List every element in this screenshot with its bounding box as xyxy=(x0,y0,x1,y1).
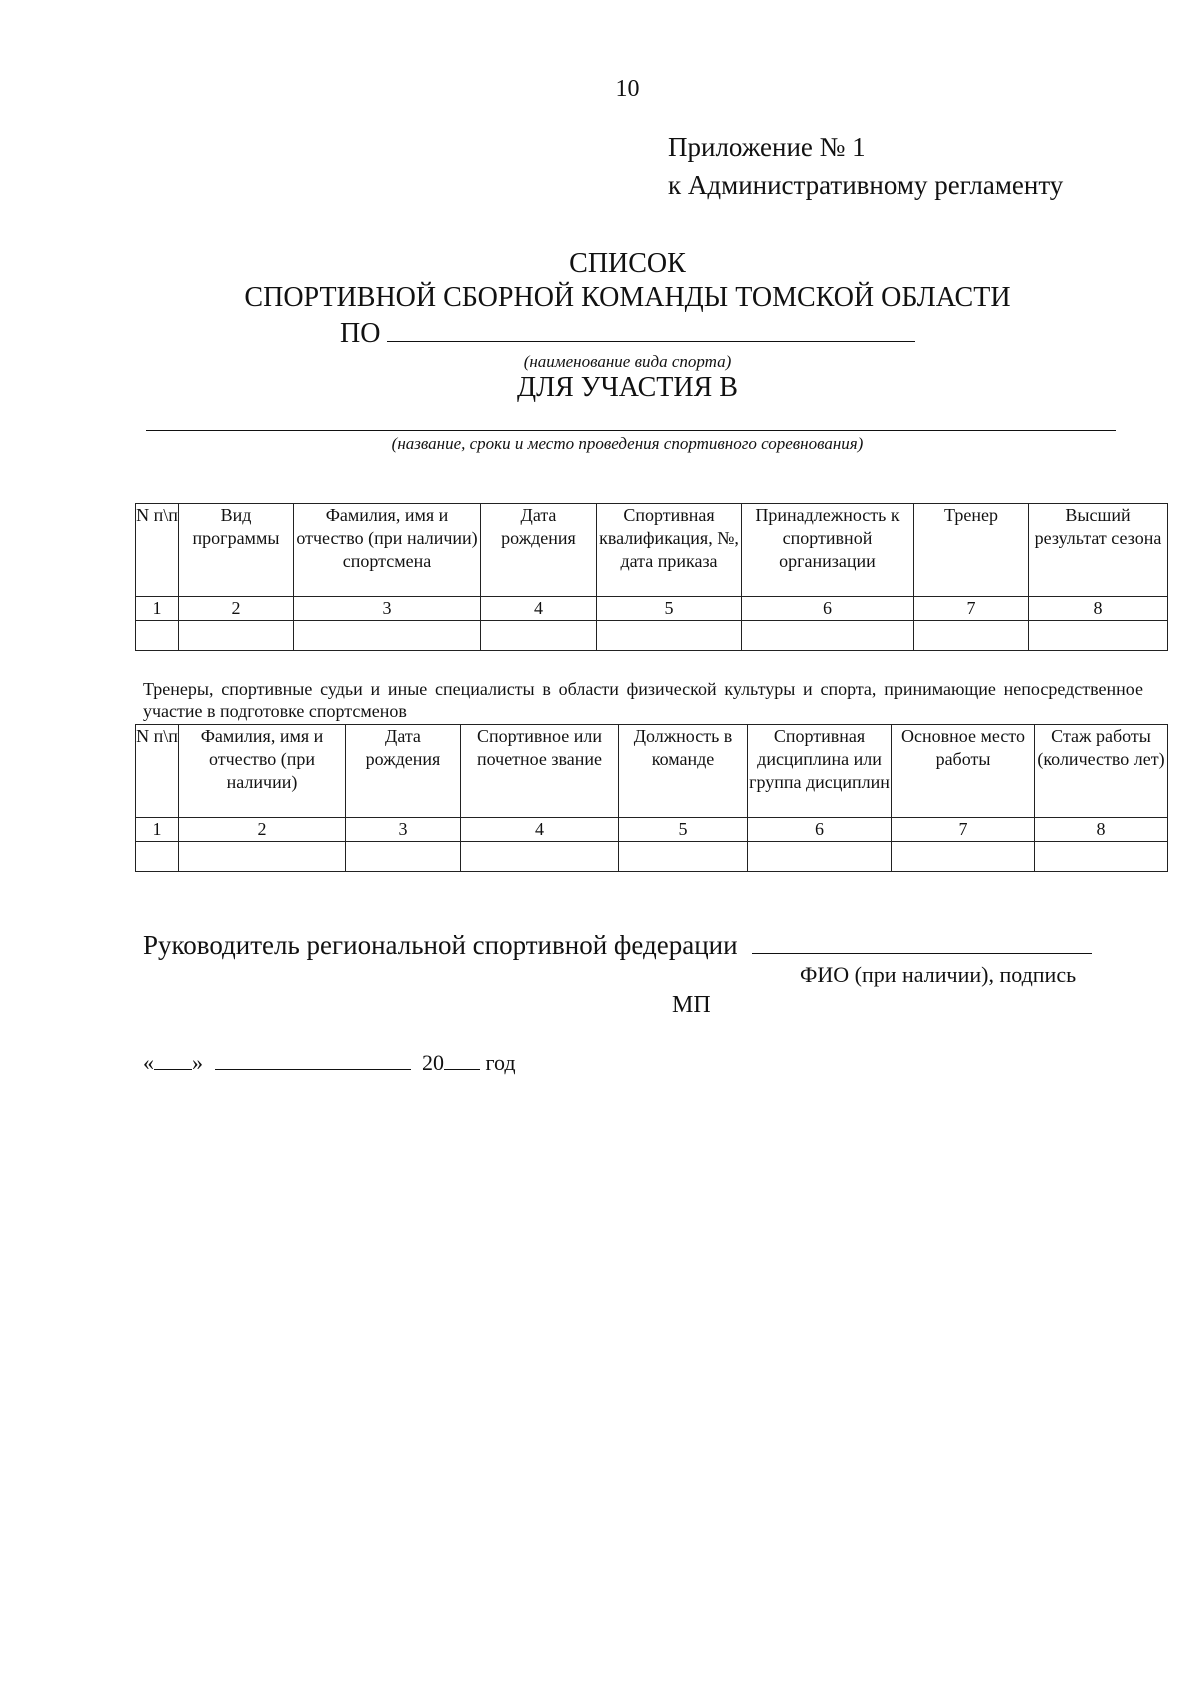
competition-hint: (название, сроки и место проведения спортивного соревнования) xyxy=(391,434,864,453)
header-cell: Тренер xyxy=(914,504,1029,597)
column-number: 4 xyxy=(461,818,619,842)
column-number: 3 xyxy=(346,818,461,842)
column-number: 5 xyxy=(619,818,748,842)
header-cell: Основное место работы xyxy=(892,725,1035,818)
signature-label: Руководитель региональной спортивной федерации xyxy=(143,930,738,960)
header-cell: N п\п xyxy=(136,725,179,818)
empty-cell[interactable] xyxy=(294,621,481,651)
header-cell: Высший результат сезона xyxy=(1029,504,1168,597)
header-cell: Принадлежность к спортивной организации xyxy=(742,504,914,597)
specialists-intro: Тренеры, спортивные судьи и иные специалисты в области физической культуры и спорта, принимающие непосредственное участие в подготовке спортсменов xyxy=(143,679,1143,721)
column-number-row xyxy=(136,597,1168,621)
empty-cell[interactable] xyxy=(1029,621,1168,651)
header-cell: Стаж работы (количество лет) xyxy=(1035,725,1168,818)
sport-name-blank[interactable] xyxy=(387,341,915,342)
open-quote: « xyxy=(143,1050,154,1075)
sport-name-hint: (наименование вида спорта) xyxy=(523,352,732,371)
appendix-line-1: Приложение № 1 xyxy=(668,132,866,162)
empty-cell[interactable] xyxy=(179,621,294,651)
year-blank[interactable] xyxy=(444,1069,480,1070)
signature-hint: ФИО (при наличии), подпись xyxy=(800,962,1077,987)
sport-name-line xyxy=(340,318,915,350)
specialists-table xyxy=(135,724,1168,872)
athletes-table xyxy=(135,503,1168,651)
header-cell: Дата рождения xyxy=(346,725,461,818)
appendix-note xyxy=(668,128,1063,204)
header-cell: Дата рождения xyxy=(481,504,597,597)
date-line xyxy=(143,1050,516,1076)
header-cell: Вид программы xyxy=(179,504,294,597)
empty-cell[interactable] xyxy=(136,621,179,651)
column-number: 5 xyxy=(597,597,742,621)
empty-cell[interactable] xyxy=(1035,842,1168,872)
column-number: 6 xyxy=(748,818,892,842)
day-blank[interactable] xyxy=(154,1069,192,1070)
column-number: 1 xyxy=(136,818,179,842)
column-number: 3 xyxy=(294,597,481,621)
empty-cell[interactable] xyxy=(597,621,742,651)
column-number: 6 xyxy=(742,597,914,621)
column-number-row xyxy=(136,818,1168,842)
signature-line xyxy=(143,930,1092,961)
header-cell: Спортивное или почетное звание xyxy=(461,725,619,818)
column-number: 2 xyxy=(179,597,294,621)
month-blank[interactable] xyxy=(215,1069,411,1070)
empty-cell[interactable] xyxy=(481,621,597,651)
close-quote: » xyxy=(192,1050,203,1075)
column-number: 7 xyxy=(892,818,1035,842)
column-number: 2 xyxy=(179,818,346,842)
column-number: 4 xyxy=(481,597,597,621)
po-label: ПО xyxy=(340,318,381,349)
header-cell: Спортивная квалификация, №, дата приказа xyxy=(597,504,742,597)
appendix-line-2: к Административному регламенту xyxy=(668,170,1064,200)
empty-cell[interactable] xyxy=(619,842,748,872)
header-cell: Фамилия, имя и отчество (при наличии) xyxy=(179,725,346,818)
table-header-row xyxy=(136,504,1168,597)
header-cell: Должность в команде xyxy=(619,725,748,818)
empty-cell[interactable] xyxy=(461,842,619,872)
page-number: 10 xyxy=(615,76,640,102)
empty-cell[interactable] xyxy=(346,842,461,872)
century-label: 20 xyxy=(422,1050,444,1075)
empty-cell[interactable] xyxy=(748,842,892,872)
empty-cell[interactable] xyxy=(179,842,346,872)
empty-cell[interactable] xyxy=(914,621,1029,651)
column-number: 8 xyxy=(1035,818,1168,842)
header-cell: N п\п xyxy=(136,504,179,597)
document-subtitle: СПОРТИВНОЙ СБОРНОЙ КОМАНДЫ ТОМСКОЙ ОБЛАСТИ xyxy=(244,282,1011,313)
header-cell: Спортивная дисциплина или группа дисциплин xyxy=(748,725,892,818)
competition-blank[interactable] xyxy=(146,430,1116,431)
participation-heading: ДЛЯ УЧАСТИЯ В xyxy=(517,372,738,403)
stamp-place: МП xyxy=(672,992,711,1018)
signature-blank[interactable] xyxy=(752,953,1092,954)
column-number: 8 xyxy=(1029,597,1168,621)
empty-cell[interactable] xyxy=(892,842,1035,872)
empty-cell[interactable] xyxy=(742,621,914,651)
column-number: 7 xyxy=(914,597,1029,621)
table-row xyxy=(136,621,1168,651)
empty-cell[interactable] xyxy=(136,842,179,872)
column-number: 1 xyxy=(136,597,179,621)
table-row xyxy=(136,842,1168,872)
table-header-row xyxy=(136,725,1168,818)
document-title: СПИСОК xyxy=(569,248,686,279)
header-cell: Фамилия, имя и отчество (при наличии) спортсмена xyxy=(294,504,481,597)
year-word: год xyxy=(485,1050,516,1075)
